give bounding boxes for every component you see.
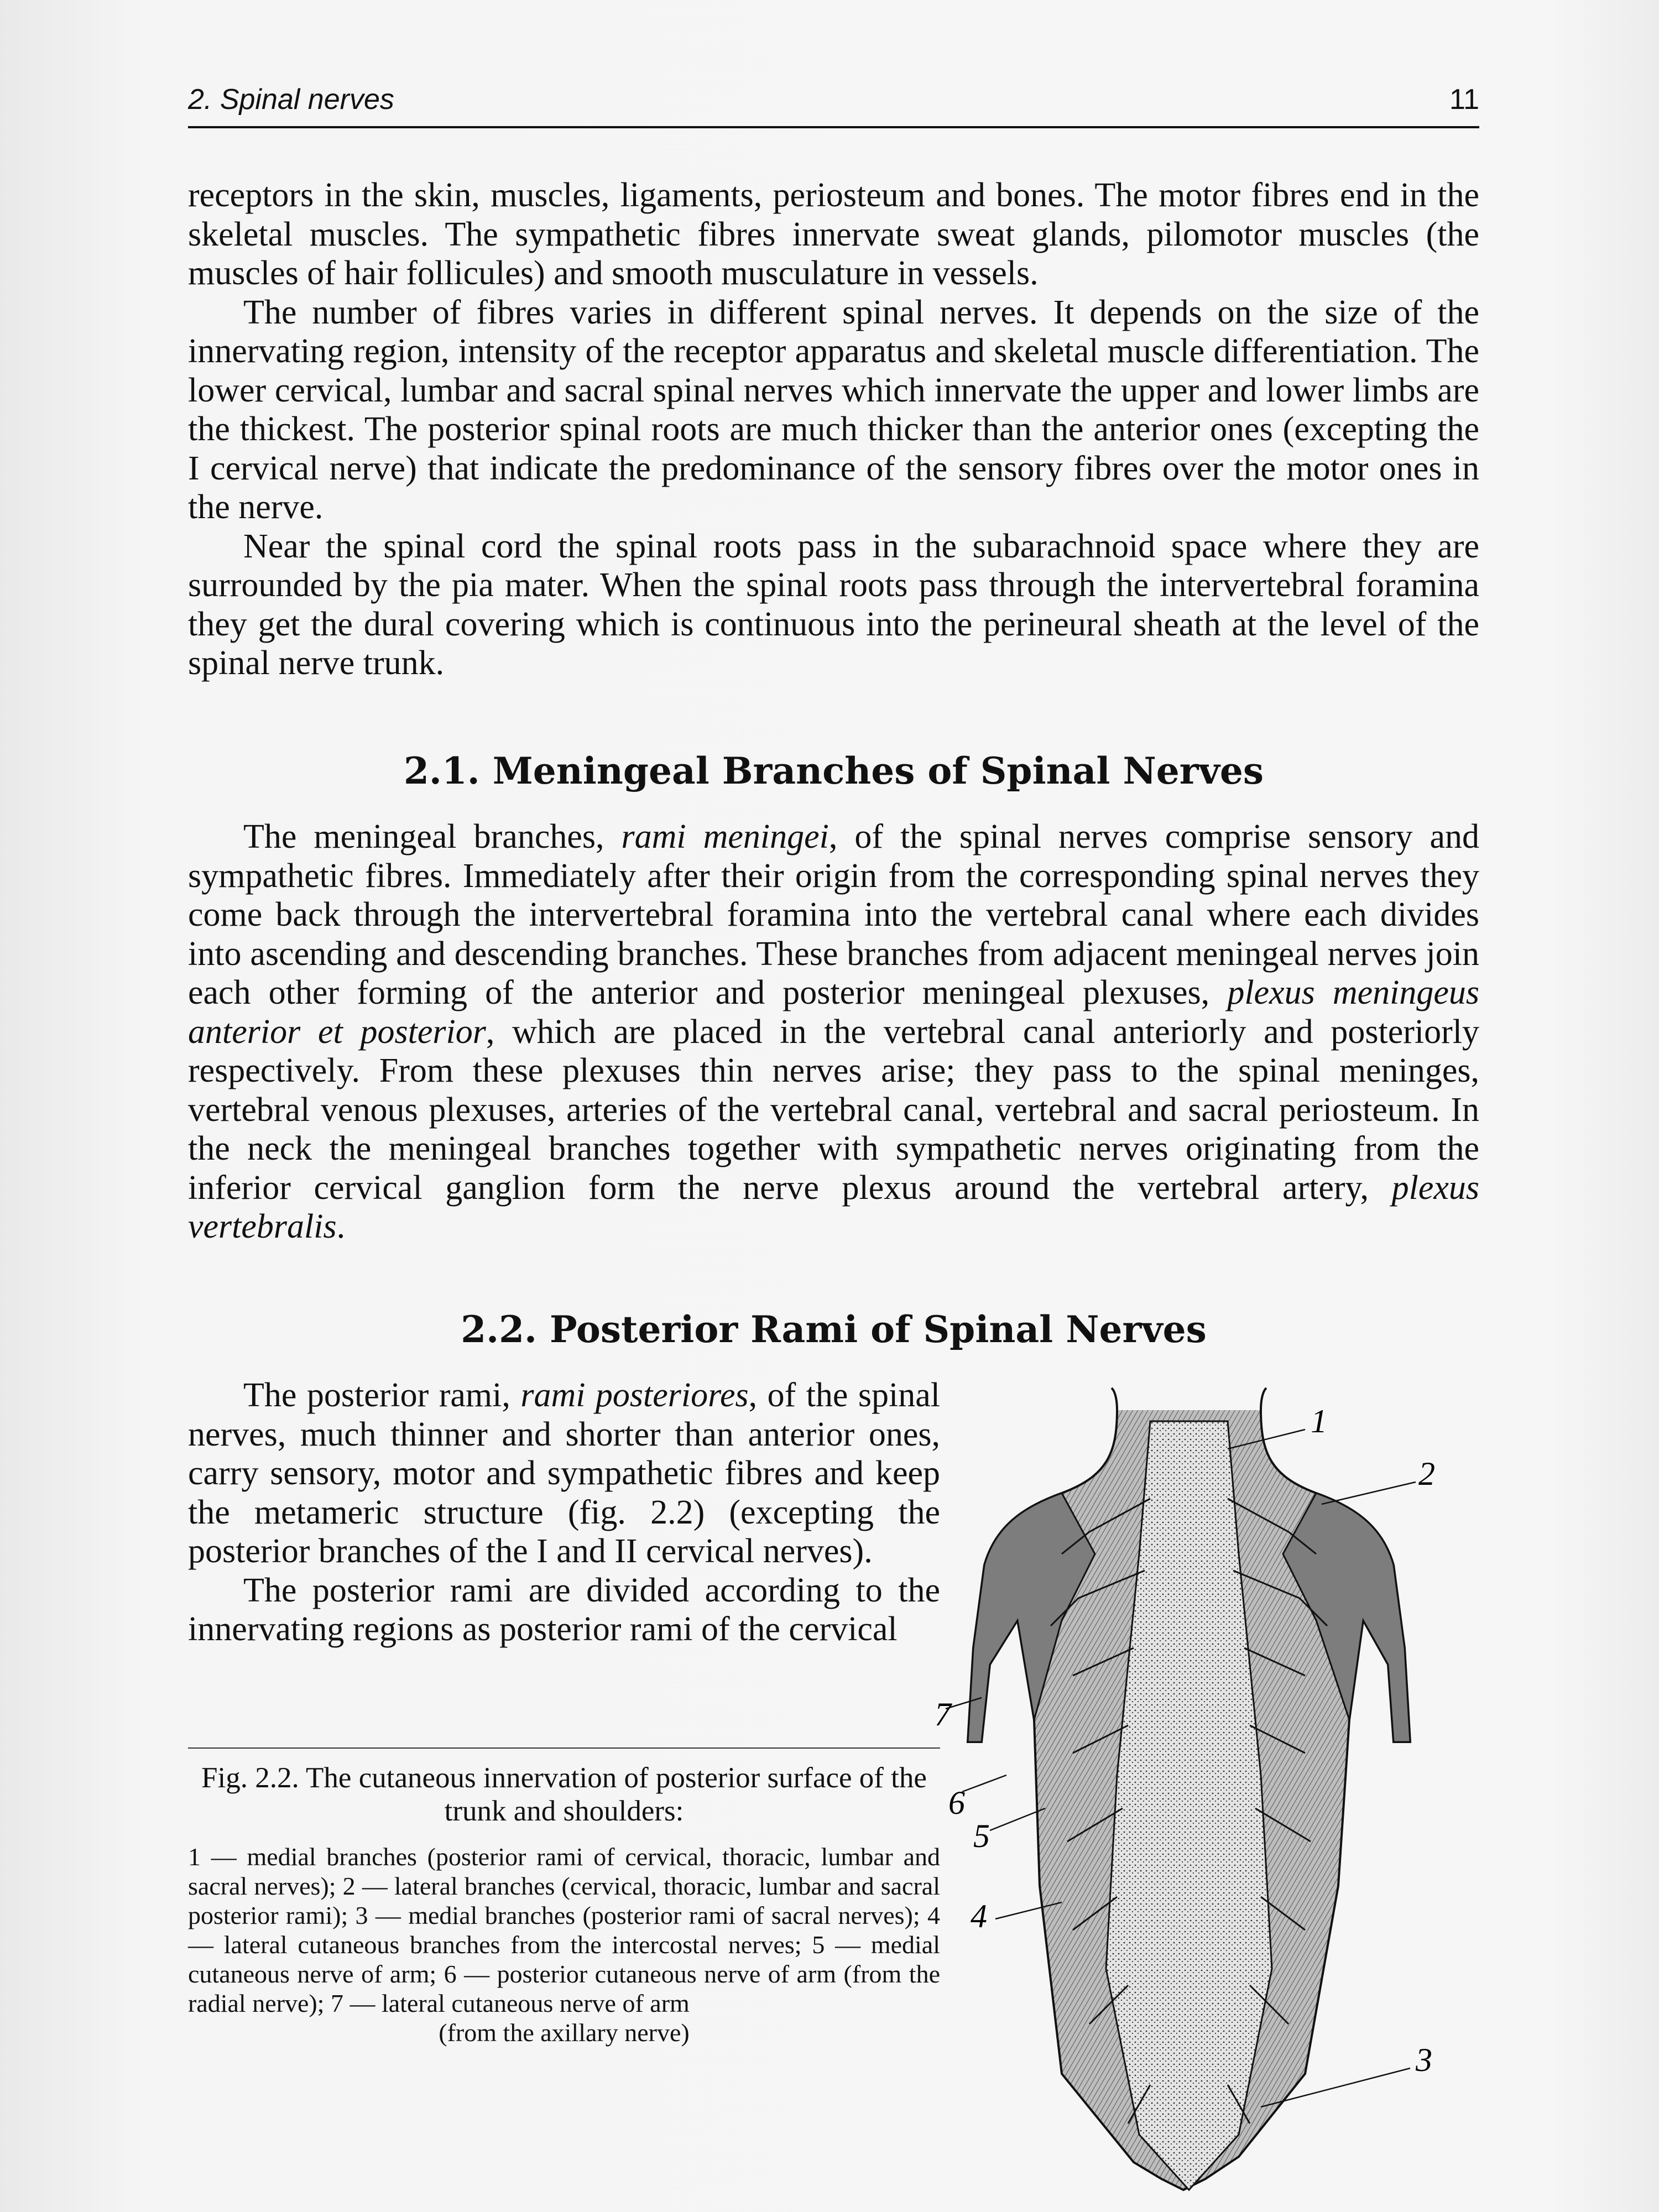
figure-label-2: 2 [1418,1455,1435,1492]
section-heading-2-2: 2.2. Posterior Rami of Spinal Nerves [461,1308,1207,1351]
latin-term: rami meningei [621,818,829,855]
paragraph: Near the spinal cord the spinal roots pass in the subarachnoid space where they are surrounded by the pia mater. When the spinal roots pass through the intervertebral foramina they get the dural covering which is continuous into the perineural sheath at the level of the spinal nerve trunk. [188,527,1479,682]
figure-label-6: 6 [948,1785,965,1821]
header-rule [188,126,1479,128]
paragraph [188,817,1479,1246]
latin-term: rami posteriores [520,1376,749,1414]
caption-legend [188,1842,940,2047]
chapter-title: 2. Spinal nerves [188,84,394,116]
figure-label-5: 5 [973,1818,990,1854]
text-run: , of the spinal nerves, much thinner and shorter than anterior ones, carry sensory, motor and sympathetic fibres and keep the metameric structure (fig. 2.2) (excepting the posterior branches of the I and II cervical nerves). [188,1376,940,1570]
figure-label-7: 7 [935,1696,951,1733]
caption-title: Fig. 2.2. The cutaneous innervation of posterior surface of the trunk and shoulders: [201,1762,927,1827]
text-run: . [336,1208,346,1245]
legend-text: 1 — medial branches (posterior rami of cervical, thoracic, lumbar and sacral nerves); 2 — lateral branches (cervical, thoracic, lumbar and sacral posterior rami); 3 — medial branches (posterior rami of sacral nerves); 4 — lateral cutaneous branches from the intercostal nerves; 5 — medial cutaneous nerve of arm; 6 — posterior cutaneous nerve of arm (from the radial nerve); 7 — lateral cutaneous nerve of arm [188,1843,940,2017]
latin-term: plexus vertebralis [188,1168,1479,1245]
section-2-1-text [188,817,1479,1246]
figure-caption [188,1761,940,2047]
paragraph [188,1376,940,1571]
text-run: , of the spinal nerves comprise sensory and sympathetic fibres. Immediately after their origin from the corresponding spinal nerves they come back through the intervertebral foramina into the vertebral canal where each divides into ascending and descending branches. These branches from adjacent meningeal nerves join each other forming of the anterior and posterior meningeal plexuses, [188,818,1479,1011]
legend-text-last: (from the axillary nerve) [439,2018,690,2047]
paragraph: receptors in the skin, muscles, ligaments, periosteum and bones. The motor fibres end in the skeletal muscles. The sympathetic fibres innervate sweat glands, pilomotor muscles (the muscles of hair follicules) and smooth musculature in vessels. [188,176,1479,292]
page-number: 11 [1449,84,1479,116]
latin-term: plexus meningeus anterior et posterior [188,974,1479,1051]
running-header [188,83,1479,130]
figure-label-4: 4 [971,1898,987,1934]
text-run: The meningeal branches, [243,818,622,855]
section-2-2-text [188,1376,940,1649]
intro-text [188,176,1479,683]
paragraph: The posterior rami are divided according to the innervating regions as posterior rami of the cervical [188,1571,940,1648]
back-innervation-illustration [935,1388,1482,2195]
text-run: The posterior rami, [243,1376,521,1414]
figure-label-1: 1 [1311,1403,1327,1439]
paragraph: The number of fibres varies in different spinal nerves. It depends on the size of the innervating region, intensity of the receptor apparatus and skeletal muscle differentiation. The lower cervical, lumbar and sacral spinal nerves which innervate the upper and lower limbs are the thickest. The posterior spinal roots are much thicker than the anterior ones (excepting the I cervical nerve) that indicate the predominance of the sensory fibres over the motor ones in the nerve. [188,293,1479,526]
caption-rule [188,1747,940,1749]
text-run: , which are placed in the vertebral canal anteriorly and posteriorly respectively. From these plexuses thin nerves arise; they pass to the spinal meninges, vertebral venous plexuses, arteries of the vertebral canal, vertebral and sacral periosteum. In the neck the meningeal branches together with sympathetic nerves originating from the inferior cervical ganglion form the nerve plexus around the vertebral artery, [188,1013,1479,1207]
figure-label-3: 3 [1416,2042,1432,2078]
section-heading-2-1: 2.1. Meningeal Branches of Spinal Nerves [403,749,1264,792]
